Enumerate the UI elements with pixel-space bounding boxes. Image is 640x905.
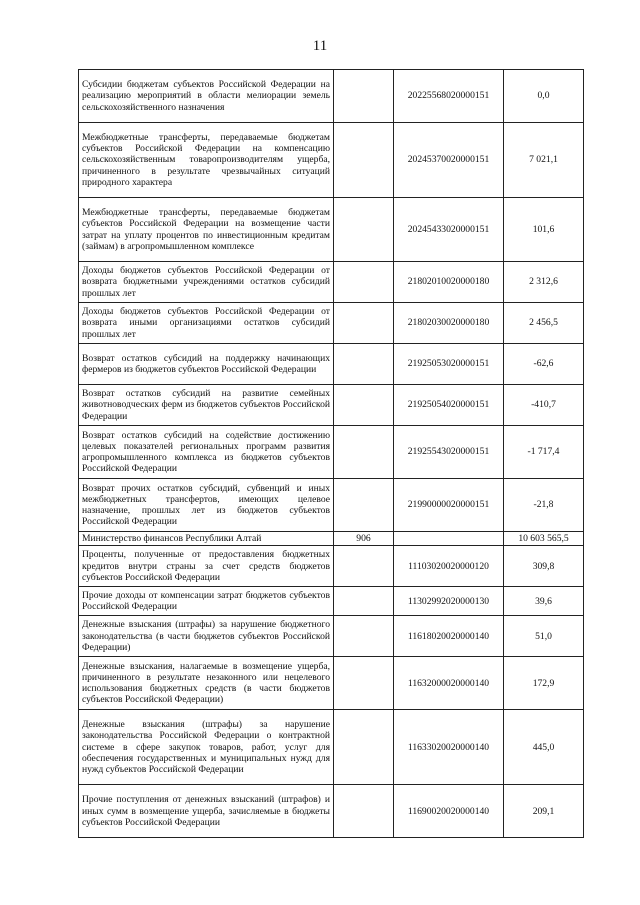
table-row	[79, 426, 584, 479]
table-row	[79, 587, 584, 616]
revenue-code-cell: 11690020020000140	[394, 785, 504, 838]
table-row	[79, 70, 584, 123]
revenue-code-cell: 21990000020000151	[394, 479, 504, 532]
admin-code-cell	[334, 479, 394, 532]
revenue-code-cell: 21802030020000180	[394, 303, 504, 344]
revenue-name-cell: Возврат прочих остатков субсидий, субвенций и иных межбюджетных трансфертов, имеющих целевое назначение, прошлых лет из бюджетов субъектов Российской Федерации	[79, 479, 334, 532]
amount-cell: 172,9	[504, 657, 584, 710]
revenue-name-cell: Возврат остатков субсидий на содействие достижению целевых показателей региональных программ развития агропромышленного комплекса из бюджетов субъектов Российской Федерации	[79, 426, 334, 479]
table-body	[79, 70, 584, 838]
table-row	[79, 479, 584, 532]
table-row	[79, 344, 584, 385]
revenue-code-cell: 21925053020000151	[394, 344, 504, 385]
revenue-name-cell: Министерство финансов Республики Алтай	[79, 532, 334, 546]
admin-code-cell	[334, 546, 394, 587]
revenue-code-cell: 11302992020000130	[394, 587, 504, 616]
admin-code-cell	[334, 616, 394, 657]
amount-cell: 51,0	[504, 616, 584, 657]
table-row	[79, 303, 584, 344]
table-row	[79, 546, 584, 587]
revenue-code-cell: 11633020020000140	[394, 710, 504, 785]
admin-code-cell	[334, 385, 394, 426]
admin-code-cell	[334, 587, 394, 616]
table-row	[79, 262, 584, 303]
revenue-code-cell	[394, 532, 504, 546]
amount-cell: 2 456,5	[504, 303, 584, 344]
admin-code-cell	[334, 426, 394, 479]
table-row	[79, 710, 584, 785]
admin-code-cell	[334, 657, 394, 710]
admin-code-cell	[334, 344, 394, 385]
admin-code-cell	[334, 785, 394, 838]
revenue-name-cell: Субсидии бюджетам субъектов Российской Федерации на реализацию мероприятий в области мелиорации земель сельскохозяйственного назначения	[79, 70, 334, 123]
revenue-name-cell: Возврат остатков субсидий на развитие семейных животноводческих ферм из бюджетов субъектов Российской Федерации	[79, 385, 334, 426]
revenue-name-cell: Доходы бюджетов субъектов Российской Федерации от возврата иными организациями остатков субсидий прошлых лет	[79, 303, 334, 344]
amount-cell: 309,8	[504, 546, 584, 587]
budget-revenue-table	[78, 69, 584, 838]
revenue-name-cell: Доходы бюджетов субъектов Российской Федерации от возврата бюджетными учреждениями остатков субсидий прошлых лет	[79, 262, 334, 303]
amount-cell: 10 603 565,5	[504, 532, 584, 546]
table-row	[79, 198, 584, 262]
table-row	[79, 616, 584, 657]
revenue-code-cell: 11632000020000140	[394, 657, 504, 710]
revenue-name-cell: Денежные взыскания (штрафы) за нарушение законодательства Российской Федерации о контрактной системе в сфере закупок товаров, работ, услуг для обеспечения государственных и муниципальных нужд для нужд субъектов Российской Федерации	[79, 710, 334, 785]
admin-code-cell	[334, 262, 394, 303]
amount-cell: 0,0	[504, 70, 584, 123]
table-row	[79, 123, 584, 198]
admin-code-cell	[334, 70, 394, 123]
revenue-code-cell: 21925054020000151	[394, 385, 504, 426]
amount-cell: 209,1	[504, 785, 584, 838]
amount-cell: 101,6	[504, 198, 584, 262]
table-row	[79, 657, 584, 710]
table-row	[79, 532, 584, 546]
table-row	[79, 785, 584, 838]
table-row	[79, 385, 584, 426]
revenue-code-cell: 20245433020000151	[394, 198, 504, 262]
amount-cell: -21,8	[504, 479, 584, 532]
revenue-name-cell: Прочие поступления от денежных взысканий (штрафов) и иных сумм в возмещение ущерба, зачисляемые в бюджеты субъектов Российской Федерации	[79, 785, 334, 838]
revenue-code-cell: 11103020020000120	[394, 546, 504, 587]
revenue-name-cell: Денежные взыскания, налагаемые в возмещение ущерба, причиненного в результате незаконного или нецелевого использования бюджетных средств (в части бюджетов субъектов Российской Федерации)	[79, 657, 334, 710]
revenue-name-cell: Проценты, полученные от предоставления бюджетных кредитов внутри страны за счет средств бюджетов субъектов Российской Федерации	[79, 546, 334, 587]
amount-cell: -62,6	[504, 344, 584, 385]
amount-cell: -1 717,4	[504, 426, 584, 479]
revenue-name-cell: Денежные взыскания (штрафы) за нарушение бюджетного законодательства (в части бюджетов субъектов Российской Федерации)	[79, 616, 334, 657]
revenue-code-cell: 20245370020000151	[394, 123, 504, 198]
amount-cell: 445,0	[504, 710, 584, 785]
admin-code-cell	[334, 198, 394, 262]
amount-cell: 39,6	[504, 587, 584, 616]
revenue-name-cell: Возврат остатков субсидий на поддержку начинающих фермеров из бюджетов субъектов Российской Федерации	[79, 344, 334, 385]
page-number: 11	[312, 38, 328, 54]
revenue-name-cell: Межбюджетные трансферты, передаваемые бюджетам субъектов Российской Федерации на компенсацию сельскохозяйственным товаропроизводителям ущерба, причиненного в результате чрезвычайных ситуаций природного характера	[79, 123, 334, 198]
admin-code-cell	[334, 303, 394, 344]
amount-cell: -410,7	[504, 385, 584, 426]
amount-cell: 7 021,1	[504, 123, 584, 198]
revenue-code-cell: 21925543020000151	[394, 426, 504, 479]
revenue-name-cell: Межбюджетные трансферты, передаваемые бюджетам субъектов Российской Федерации на возмещение части затрат на уплату процентов по инвестиционным кредитам (займам) в агропромышленном комплексе	[79, 198, 334, 262]
revenue-name-cell: Прочие доходы от компенсации затрат бюджетов субъектов Российской Федерации	[79, 587, 334, 616]
amount-cell: 2 312,6	[504, 262, 584, 303]
admin-code-cell	[334, 710, 394, 785]
revenue-code-cell: 20225568020000151	[394, 70, 504, 123]
revenue-code-cell: 21802010020000180	[394, 262, 504, 303]
admin-code-cell: 906	[334, 532, 394, 546]
revenue-code-cell: 11618020020000140	[394, 616, 504, 657]
admin-code-cell	[334, 123, 394, 198]
